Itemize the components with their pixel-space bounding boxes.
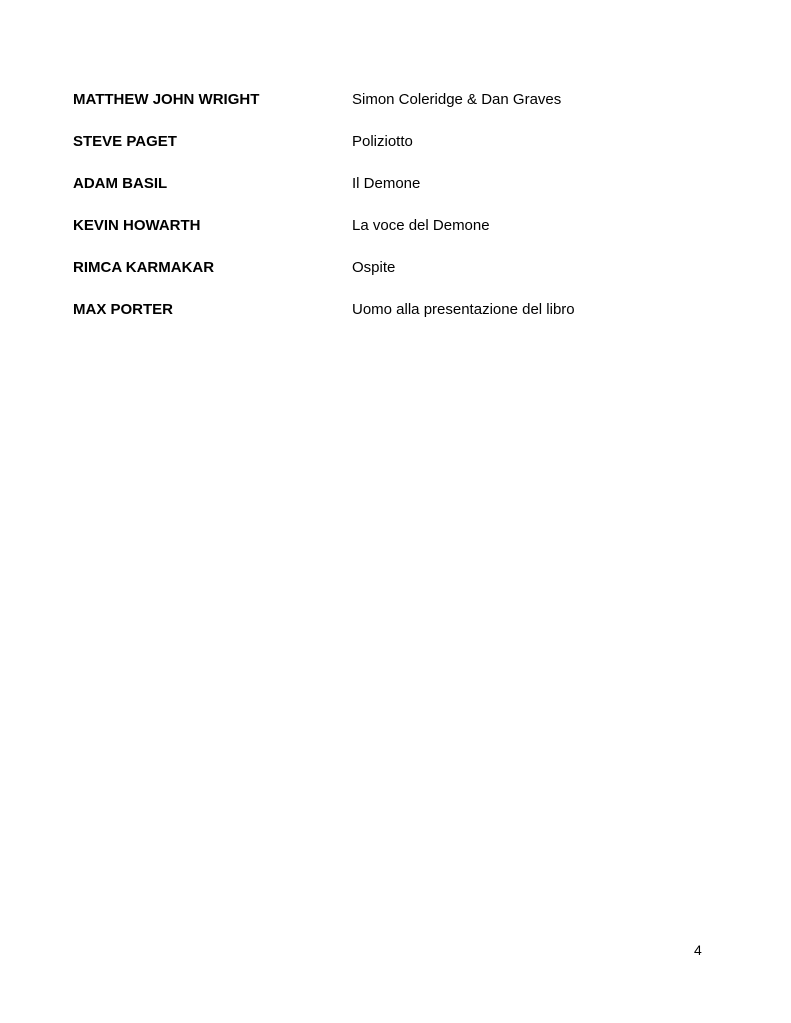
cast-row (73, 300, 723, 342)
actor-name: MATTHEW JOHN WRIGHT (73, 91, 260, 108)
cast-row (73, 132, 723, 174)
actor-name: RIMCA KARMAKAR (73, 259, 215, 276)
actor-name: STEVE PAGET (73, 133, 177, 150)
character-role: Ospite (352, 259, 396, 276)
character-role: Poliziotto (352, 133, 413, 150)
actor-name: MAX PORTER (73, 301, 174, 318)
character-role: Simon Coleridge & Dan Graves (352, 91, 562, 108)
cast-list (73, 90, 723, 342)
character-role: Il Demone (352, 175, 421, 192)
cast-row (73, 258, 723, 300)
actor-name: ADAM BASIL (73, 175, 168, 192)
cast-row (73, 90, 723, 132)
cast-row (73, 174, 723, 216)
character-role: La voce del Demone (352, 217, 490, 234)
character-role: Uomo alla presentazione del libro (352, 301, 575, 318)
page-number: 4 (694, 942, 702, 958)
actor-name: KEVIN HOWARTH (73, 217, 201, 234)
cast-row (73, 216, 723, 258)
